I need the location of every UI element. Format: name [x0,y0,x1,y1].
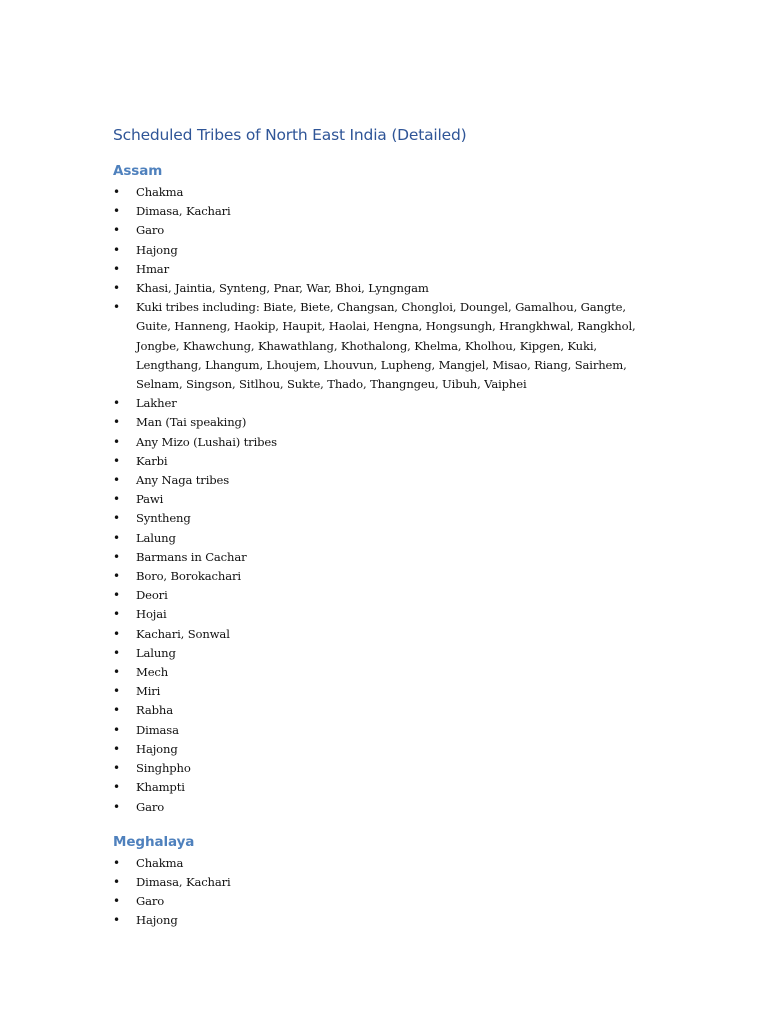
bullet-icon: • [113,185,120,199]
bullet-icon: • [113,549,120,564]
list-item [113,202,653,221]
tribe-list-meghalaya [113,854,653,931]
list-item [113,471,653,490]
list-item [113,241,653,260]
list-item [113,298,653,394]
section-heading-meghalaya: Meghalaya [113,833,195,850]
list-item [113,586,653,605]
list-item-text: Boro, Borokachari [136,569,241,584]
bullet-icon: • [113,780,120,795]
list-item [113,413,653,432]
bullet-icon: • [113,511,120,526]
bullet-icon: • [113,799,120,814]
bullet-icon: • [113,722,120,737]
bullet-icon: • [113,665,120,680]
list-item-text: Garo [136,223,165,238]
list-item-text: Hajong [136,913,178,928]
document-title: Scheduled Tribes of North East India (Detailed) [113,126,467,144]
list-item-text: Singhpho [136,761,191,776]
list-item [113,911,653,930]
list-item-text: Hojai [136,607,167,622]
list-item [113,854,653,873]
list-item-text: Barmans in Cachar [136,549,247,564]
list-item [113,663,653,682]
bullet-icon: • [113,645,120,660]
bullet-icon: • [113,874,120,889]
list-item-text: Pawi [136,492,164,507]
sections-container [113,162,653,931]
list-item-text: Miri [136,684,161,699]
list-item-text: Any Mizo (Lushai) tribes [136,434,277,449]
list-item [113,701,653,720]
bullet-icon: • [113,261,120,276]
section-heading-assam: Assam [113,163,163,179]
bullet-icon: • [113,703,120,718]
list-item [113,740,653,759]
list-item [113,567,653,586]
list-item-text: Lalung [136,530,176,545]
bullet-icon: • [113,396,120,411]
list-item [113,605,653,624]
tribe-list-assam [113,183,653,817]
document-page [113,124,653,931]
list-item-text: Mech [136,665,169,680]
list-item-text: Any Naga tribes [136,473,230,488]
list-item [113,394,653,413]
bullet-icon: • [113,607,120,622]
list-item-text: Khasi, Jaintia, Synteng, Pnar, War, Bhoi, Lyngngam [136,281,429,296]
list-item-text: Garo [136,799,165,814]
list-item-text: Dimasa, Kachari [136,874,231,889]
list-item [113,873,653,892]
list-item [113,682,653,701]
list-item-text: Kachari, Sonwal [136,626,230,641]
bullet-icon: • [113,434,120,449]
list-item [113,490,653,509]
list-item [113,644,653,663]
list-item-text: Dimasa [136,722,179,737]
list-item [113,721,653,740]
list-item [113,798,653,817]
list-item [113,279,653,298]
bullet-icon: • [113,492,120,507]
bullet-icon: • [113,530,120,545]
list-item-text: Hajong [136,242,178,257]
list-item-text: Hmar [136,261,169,276]
list-item [113,625,653,644]
bullet-icon: • [113,894,120,909]
list-item [113,759,653,778]
bullet-icon: • [113,453,120,468]
list-item-text: Karbi [136,453,168,468]
list-item-text: Lakher [136,396,177,411]
list-item-text: Lalung [136,645,176,660]
bullet-icon: • [113,281,120,296]
bullet-icon: • [113,684,120,699]
list-item-text: Garo [136,894,165,909]
list-item [113,433,653,452]
bullet-icon: • [113,626,120,641]
list-item [113,529,653,548]
list-item [113,548,653,567]
bullet-icon: • [113,588,120,603]
list-item-text: Syntheng [136,511,191,526]
bullet-icon: • [113,473,120,488]
list-item-text: Deori [136,588,168,603]
list-item-text: Chakma [136,185,184,199]
bullet-icon: • [113,223,120,238]
list-item-text: Man (Tai speaking) [136,415,247,430]
bullet-icon: • [113,415,120,430]
bullet-icon: • [113,300,120,315]
list-item [113,892,653,911]
list-item-text: Dimasa, Kachari [136,204,231,219]
bullet-icon: • [113,855,120,870]
list-item [113,183,653,202]
list-item-text: Kuki tribes including: Biate, Biete, Changsan, Chongloi, Doungel, Gamalhou, Gangte, Guite, Hanneng, Haokip, Haupit, Haolai, Hengna, Hongsungh, Hrangkhwal, Rangkhol, Jongbe, Khawchung, Khawathlang, Khothalong, Khelma, Kholhou, Kipgen, Kuki, Lengthang, Lhangum, Lhoujem, Lhouvun, Lupheng, Mangjel, Misao, Riang, Sairhem, Selnam, Singson, Sitlhou, Sukte, Thado, Thangngeu, Uibuh, Vaiphei [136,300,636,392]
bullet-icon: • [113,761,120,776]
list-item-text: Chakma [136,855,184,870]
bullet-icon: • [113,913,120,928]
list-item [113,221,653,240]
list-item [113,509,653,528]
list-item [113,452,653,471]
list-item-text: Rabha [136,703,173,718]
bullet-icon: • [113,204,120,219]
list-item [113,260,653,279]
bullet-icon: • [113,569,120,584]
bullet-icon: • [113,741,120,756]
bullet-icon: • [113,242,120,257]
list-item-text: Hajong [136,741,178,756]
list-item-text: Khampti [136,780,185,795]
list-item [113,778,653,797]
